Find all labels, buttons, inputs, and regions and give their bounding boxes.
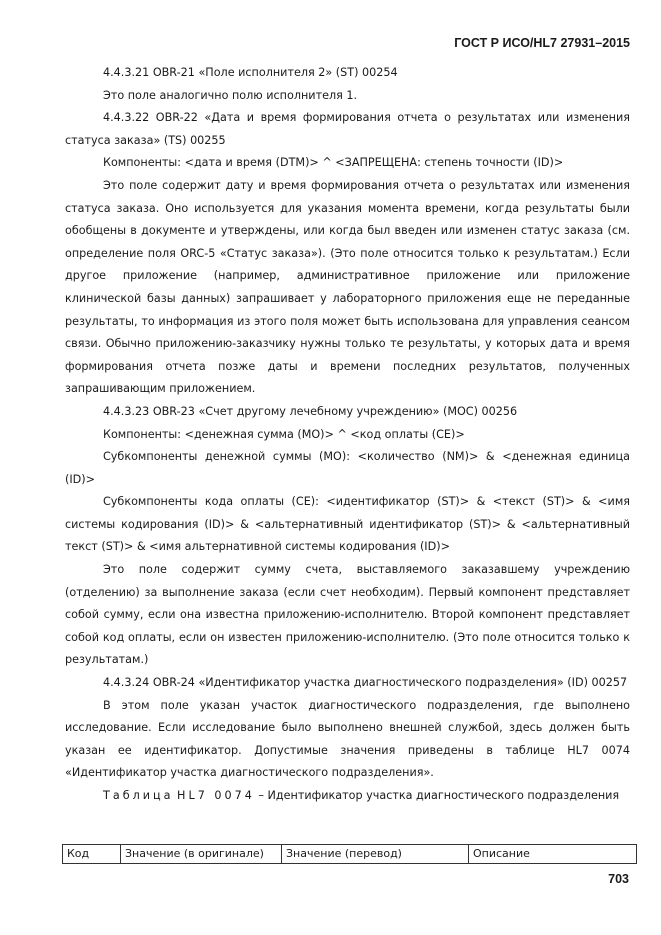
column-header-translated-value: Значение (перевод) [282, 845, 469, 864]
paragraph-subcomponents: Субкомпоненты кода оплаты (CE): <идентификатор (ST)> & <текст (ST)> & <имя системы кодирования (ID)> & <альтернативный идентификатор (ST)> & <альтернативный текст (ST)> & <имя альтернативной системы кодирования (ID)> [65, 495, 630, 554]
section-heading-obr-22: 4.4.3.22 OBR-22 «Дата и время формирования отчета о результатах или изменения статуса заказа» (TS) 00255 [65, 111, 630, 147]
table-caption-word: Таблица [103, 789, 174, 802]
table-caption-number: HL7 0074 [177, 789, 255, 802]
hl7-0074-table [62, 844, 637, 864]
paragraph-components: Компоненты: <дата и время (DTM)> ^ <ЗАПРЕЩЕНА: степень точности (ID)> [103, 156, 564, 170]
column-header-original-value: Значение (в оригинале) [121, 845, 282, 864]
table-header-row [63, 845, 637, 864]
page-number: 703 [608, 872, 629, 886]
section-heading-obr-24: 4.4.3.24 OBR-24 «Идентификатор участка диагностического подразделения» (ID) 00257 [103, 676, 628, 690]
paragraph: Это поле аналогично полю исполнителя 1. [103, 88, 358, 102]
table-caption-title: – Идентификатор участка диагностического подразделения [258, 789, 620, 802]
column-header-code: Код [63, 845, 121, 864]
section-heading-obr-21: 4.4.3.21 OBR-21 «Поле исполнителя 2» (ST) 00254 [103, 66, 398, 79]
document-body [65, 62, 630, 808]
paragraph: В этом поле указан участок диагностического подразделения, где выполнено исследование. Если исследование было выполнено внешней службой, здесь должен быть указан ее идентификатор. Допустимые значения приведены в таблице HL7 0074 «Идентификатор участка диагностического подразделения». [65, 698, 630, 780]
paragraph-subcomponents: Субкомпоненты денежной суммы (MO): <количество (NM)> & <денежная единица (ID)> [65, 450, 630, 486]
table-caption [65, 785, 630, 808]
paragraph-components: Компоненты: <денежная сумма (MO)> ^ <код оплаты (CE)> [103, 427, 465, 441]
document-header: ГОСТ Р ИСО/HL7 27931–2015 [454, 36, 630, 50]
paragraph: Это поле содержит дату и время формирования отчета о результатах или изменения статуса заказа. Оно используется для указания момента времени, когда результаты были обобщены в документе и утверждены, или когда был введен или изменен статус заказа (см. определение поля ORC-5 «Статус заказа»). (Это поле относится только к результатам.) Если другое приложение (например, административное приложение или приложение клинической базы данных) запрашивает у лабораторного приложения еще не переданные результаты, то информация из этого поля может быть использована для управления сеансом связи. Обычно приложению-заказчику нужны только те результаты, у которых дата и время формирования отчета позже даты и времени последних результатов, полученных запрашивающим приложением. [65, 178, 630, 396]
column-header-description: Описание [469, 845, 637, 864]
paragraph: Это поле содержит сумму счета, выставляемого заказавшему учреждению (отделению) за выполнение заказа (если счет необходим). Первый компонент представляет собой сумму, если она известна приложению-исполнителю. Второй компонент представляет собой код оплаты, если он известен приложению-исполнителю. (Это поле относится только к результатам.) [65, 563, 630, 667]
section-heading-obr-23: 4.4.3.23 OBR-23 «Счет другому лечебному учреждению» (MOC) 00256 [103, 404, 518, 418]
